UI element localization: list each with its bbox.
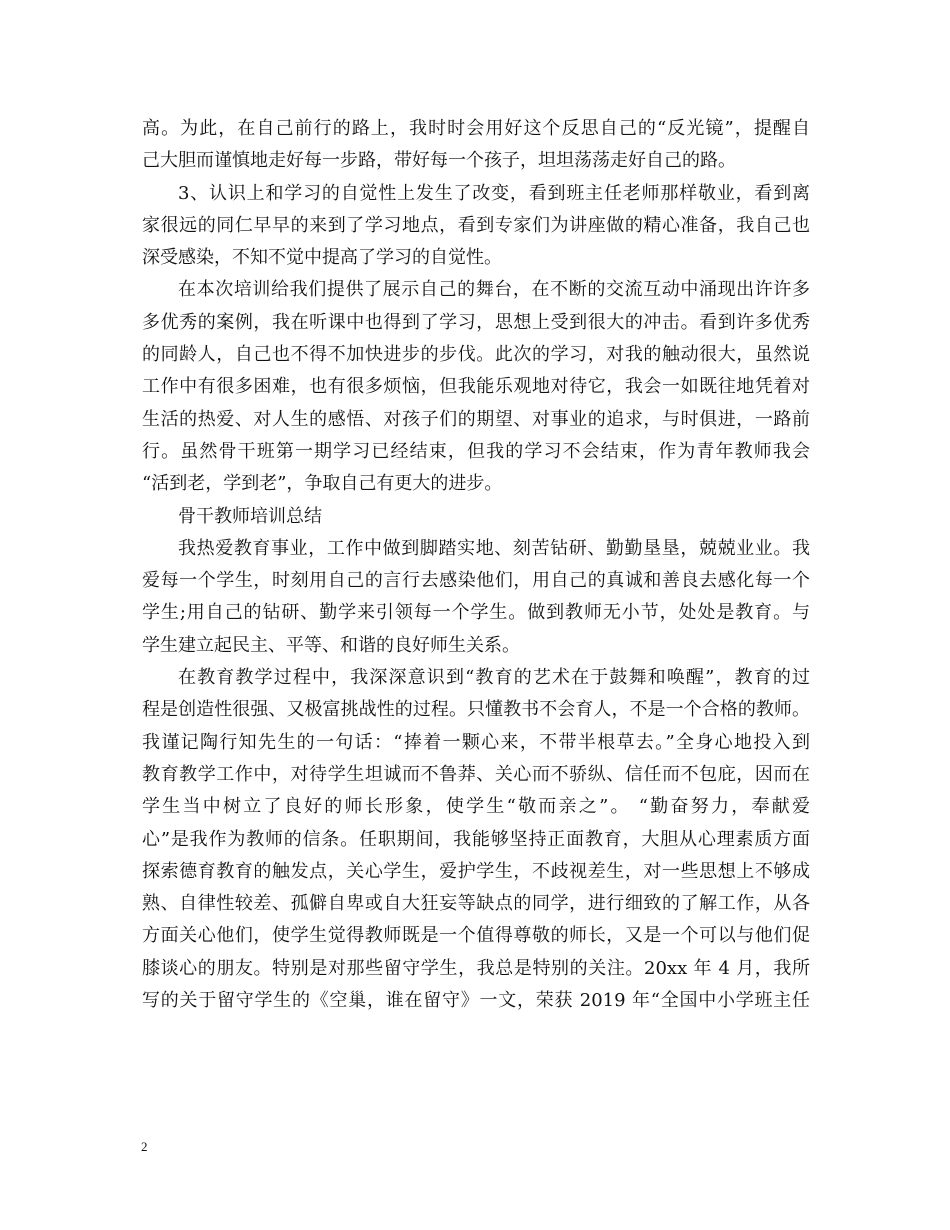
text-line: 学生;用自己的钻研、勤学来引领每一个学生。做到教师无小节，处处是教育。与 — [142, 602, 810, 624]
text-line: “活到老，学到老”，争取自己有更大的进步。 — [142, 473, 503, 495]
text-line: 行。虽然骨干班第一期学习已经结束，但我的学习不会结束，作为青年教师我会 — [142, 440, 810, 462]
text-line: 我谨记陶行知先生的一句话：“捧着一颗心来，不带半根草去。”全身心地投入到 — [142, 731, 810, 753]
text-line: 己大胆而谨慎地走好每一步路，带好每一个孩子，坦坦荡荡走好自己的路。 — [142, 150, 736, 172]
text-line: 多优秀的案例，我在听课中也得到了学习，思想上受到很大的冲击。看到许多优秀 — [142, 311, 810, 333]
text-line: 的同龄人，自己也不得不加快进步的步伐。此次的学习，对我的触动很大，虽然说 — [142, 344, 810, 366]
text-line: 写的关于留守学生的《空巢，谁在留守》一文，荣获 2019 年“全国中小学班主任 — [142, 990, 810, 1012]
text-line: 探索德育教育的触发点，关心学生，爱护学生，不歧视差生，对一些思想上不够成 — [142, 860, 810, 882]
text-line: 我热爱教育事业，工作中做到脚踏实地、刻苦钻研、勤勤垦垦，兢兢业业。我 — [178, 537, 810, 559]
text-line: 在本次培训给我们提供了展示自己的舞台，在不断的交流互动中涌现出许许多 — [178, 279, 810, 301]
text-line: 膝谈心的朋友。特别是对那些留守学生，我总是特别的关注。20xx 年 4 月，我所 — [142, 957, 810, 979]
text-line: 骨干教师培训总结 — [178, 505, 322, 527]
text-line: 在教育教学过程中，我深深意识到“教育的艺术在于鼓舞和唤醒”，教育的过 — [178, 667, 810, 689]
text-line: 爱每一个学生，时刻用自己的言行去感染他们，用自己的真诚和善良去感化每一个 — [142, 570, 810, 592]
text-line: 程是创造性很强、又极富挑战性的过程。只懂教书不会育人，不是一个合格的教师。 — [142, 699, 810, 721]
text-line: 家很远的同仁早早的来到了学习地点，看到专家们为讲座做的精心准备，我自己也 — [142, 214, 810, 236]
text-line: 心”是我作为教师的信条。任职期间，我能够坚持正面教育，大胆从心理素质方面 — [142, 828, 810, 850]
document-body — [142, 113, 810, 1017]
text-line: 高。为此，在自己前行的路上，我时时会用好这个反思自己的“反光镜”，提醒自 — [142, 118, 810, 139]
text-line: 教育教学工作中，对待学生坦诚而不鲁莽、关心而不骄纵、信任而不包庇，因而在 — [142, 763, 810, 785]
text-line: 深受感染，不知不觉中提高了学习的自觉性。 — [142, 247, 502, 269]
text-line: 学生当中树立了良好的师长形象，使学生“敬而亲之”。 “勤奋努力，奉献爱 — [142, 796, 810, 818]
text-line: 3、认识上和学习的自觉性上发生了改变，看到班主任老师那样敬业，看到离 — [178, 182, 810, 204]
text-line: 方面关心他们，使学生觉得教师既是一个值得尊敬的师长，又是一个可以与他们促 — [142, 925, 810, 947]
page-number: 2 — [141, 1139, 148, 1154]
text-line: 工作中有很多困难，也有很多烦恼，但我能乐观地对待它，我会一如既往地凭着对 — [142, 376, 810, 398]
text-line: 学生建立起民主、平等、和谐的良好师生关系。 — [142, 634, 520, 656]
text-line: 熟、自律性较差、孤僻自卑或自大狂妄等缺点的同学，进行细致的了解工作，从各 — [142, 893, 810, 915]
text-line: 生活的热爱、对人生的感悟、对孩子们的期望、对事业的追求，与时俱进，一路前 — [142, 408, 810, 430]
